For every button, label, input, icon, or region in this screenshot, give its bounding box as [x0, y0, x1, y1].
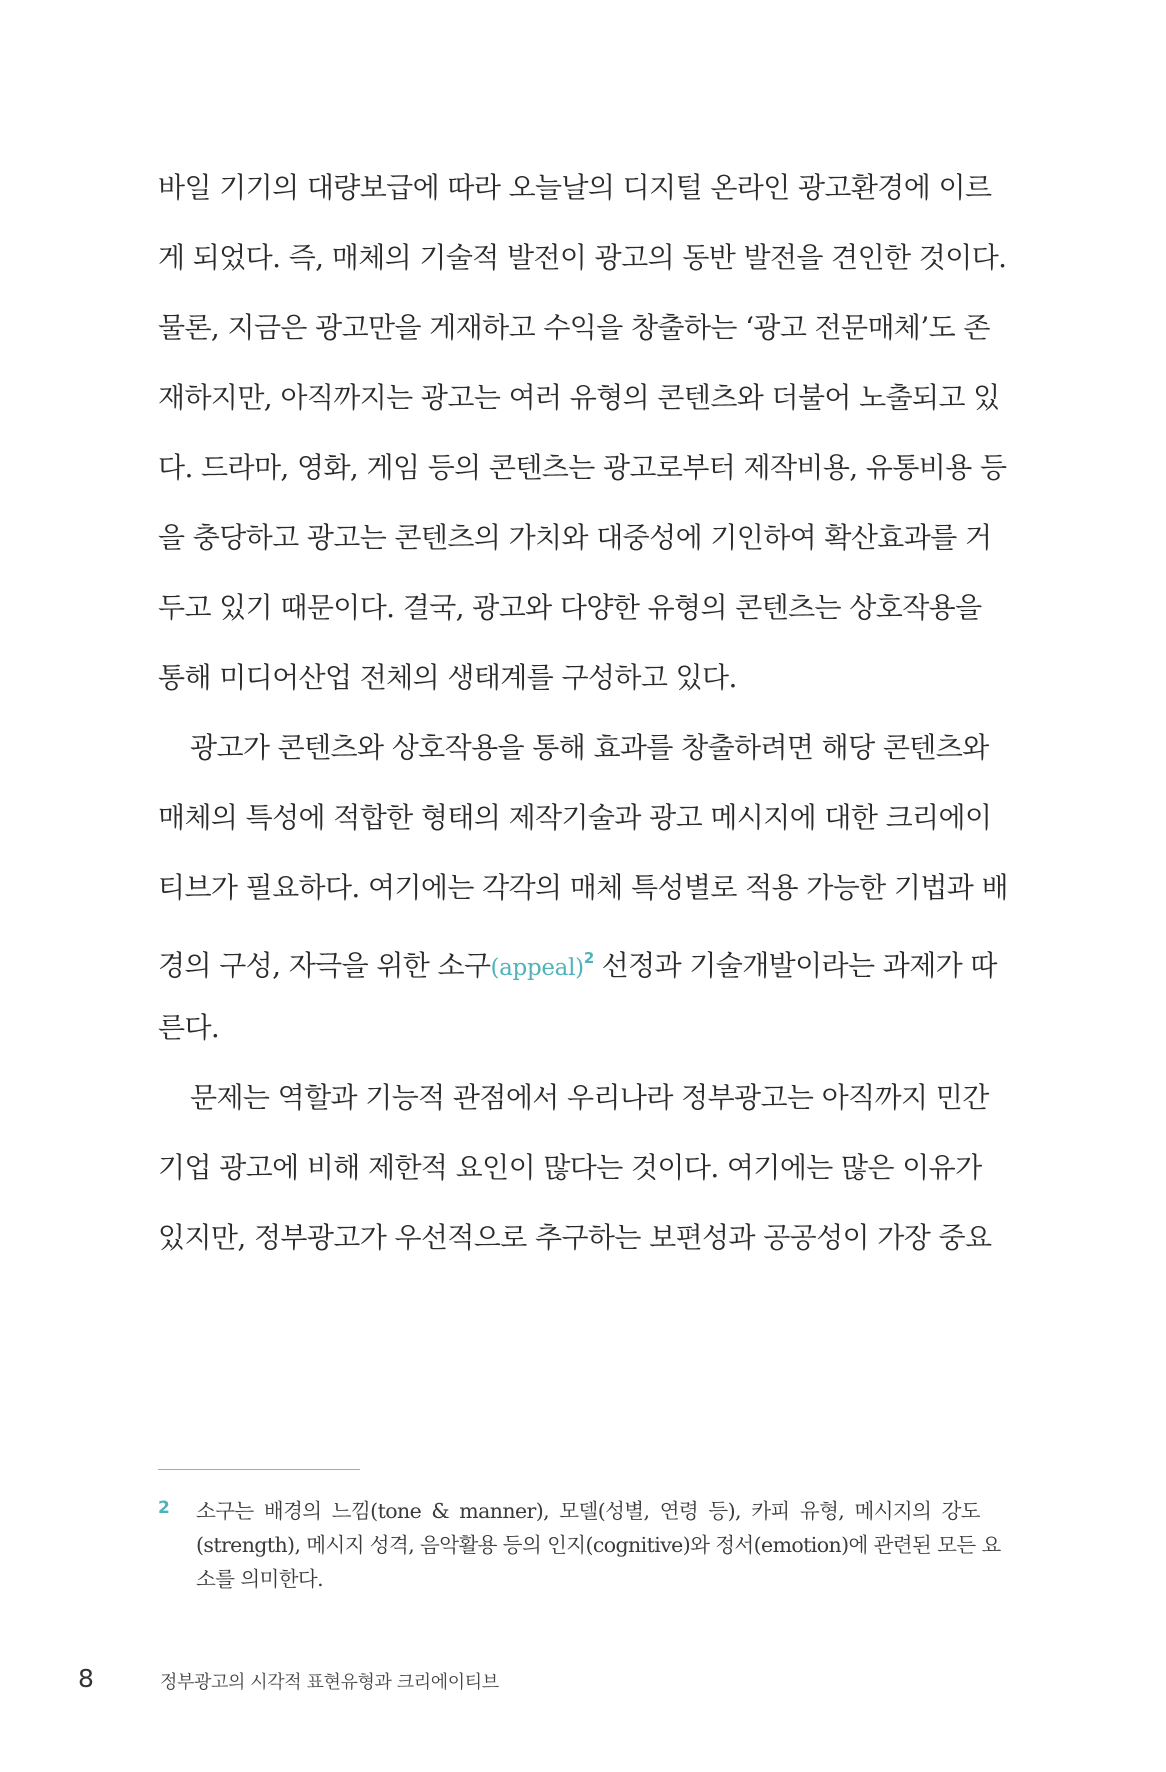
- text-line: 티브가 필요하다. 여기에는 각각의 매체 특성별로 적용 가능한 기법과 배: [158, 871, 1008, 904]
- text-segment: 경의 구성, 자극을 위한 소구: [158, 949, 491, 982]
- text-line: 재하지만, 아직까지는 광고는 여러 유형의 콘텐츠와 더불어 노출되고 있: [158, 381, 1000, 414]
- text-line: 게 되었다. 즉, 매체의 기술적 발전이 광고의 동반 발전을 견인한 것이다.: [158, 241, 1007, 274]
- footnote-divider: [158, 1469, 360, 1470]
- text-line: 물론, 지금은 광고만을 게재하고 수익을 창출하는 ‘광고 전문매체’도 존: [158, 311, 990, 344]
- text-line: 문제는 역할과 기능적 관점에서 우리나라 정부광고는 아직까지 민간: [190, 1081, 989, 1114]
- text-line: 바일 기기의 대량보급에 따라 오늘날의 디지털 온라인 광고환경에 이르: [158, 171, 992, 204]
- text-line: 을 충당하고 광고는 콘텐츠의 가치와 대중성에 기인하여 확산효과를 거: [158, 521, 992, 554]
- footnote-line: 소구는 배경의 느낌(tone & manner), 모델(성별, 연령 등), 카피 유형, 메시지의 강도: [196, 1499, 980, 1523]
- text-line: 광고가 콘텐츠와 상호작용을 통해 효과를 창출하려면 해당 콘텐츠와: [190, 731, 989, 764]
- page-number: 8: [78, 1664, 94, 1693]
- footnote-reference[interactable]: 2: [583, 949, 594, 967]
- footnote-line: 소를 의미한다.: [196, 1567, 324, 1591]
- footnote-line: (strength), 메시지 성격, 음악활용 등의 인지(cognitive)와 정서(emotion)에 관련된 모든 요: [196, 1533, 1001, 1557]
- running-title: 정부광고의 시각적 표현유형과 크리에이티브: [160, 1672, 499, 1693]
- text-line: 있지만, 정부광고가 우선적으로 추구하는 보편성과 공공성이 가장 중요: [158, 1221, 992, 1254]
- text-line: 통해 미디어산업 전체의 생태계를 구성하고 있다.: [158, 661, 737, 694]
- text-line: 다. 드라마, 영화, 게임 등의 콘텐츠는 광고로부터 제작비용, 유통비용 등: [158, 451, 1007, 484]
- text-line: 기업 광고에 비해 제한적 요인이 많다는 것이다. 여기에는 많은 이유가: [158, 1151, 982, 1184]
- footnote-number: 2: [158, 1498, 170, 1518]
- text-line: 른다.: [158, 1011, 220, 1044]
- text-line-with-footnote: [158, 940, 997, 986]
- highlighted-term: (appeal): [490, 955, 584, 981]
- text-segment: 선정과 기술개발이라는 과제가 따: [601, 949, 997, 982]
- text-line: 매체의 특성에 적합한 형태의 제작기술과 광고 메시지에 대한 크리에이: [158, 801, 992, 834]
- text-line: 두고 있기 때문이다. 결국, 광고와 다양한 유형의 콘텐츠는 상호작용을: [158, 591, 982, 624]
